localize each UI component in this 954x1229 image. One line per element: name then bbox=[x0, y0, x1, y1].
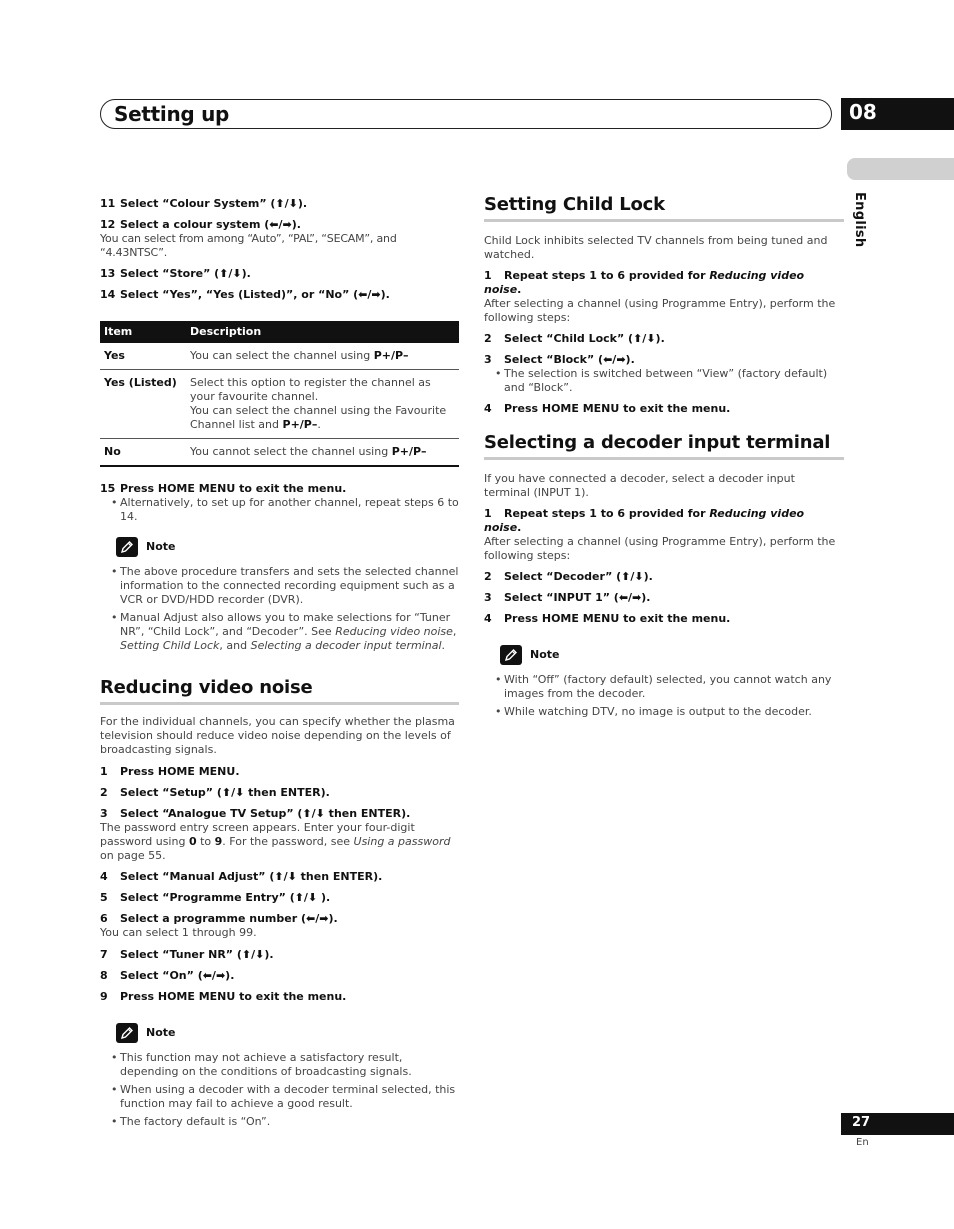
child-intro: Child Lock inhibits selected TV channels from being tuned and watched. bbox=[484, 234, 828, 261]
decoder-step-3: 3 Select “INPUT 1” (⬅/➡). bbox=[484, 591, 651, 604]
table-row bbox=[100, 370, 459, 439]
rvn-step-8: 8 Select “On” (⬅/➡). bbox=[100, 969, 235, 982]
table-cell-desc: You can select the channel using P+/P– bbox=[186, 343, 459, 370]
step-12-desc: You can select from among “Auto”, “PAL”, “SECAM”, and “4.43NTSC”. bbox=[100, 232, 397, 259]
note-label: Note bbox=[530, 648, 560, 661]
rvn-step-6: 6 Select a programme number (⬅/➡). bbox=[100, 912, 338, 925]
note-heading-1 bbox=[116, 537, 462, 557]
note-3-bullet-2: • While watching DTV, no image is output to the decoder. bbox=[493, 705, 844, 719]
step-11: 11 Select “Colour System” (⬆/⬇). bbox=[100, 197, 308, 210]
table-row bbox=[100, 343, 459, 370]
note-1-bullet-2: • Manual Adjust also allows you to make selections for “Tuner NR”, “Child Lock”, and “Decoder”. See Reducing video noise, Setting Child Lock, and Selecting a decoder input terminal. bbox=[109, 611, 462, 653]
rvn-step-3: 3 Select “Analogue TV Setup” (⬆/⬇ then ENTER). bbox=[100, 807, 411, 820]
note-2-bullet-2: • When using a decoder with a decoder terminal selected, this function may fail to achieve a good result. bbox=[109, 1083, 462, 1111]
table-cell-item: No bbox=[100, 439, 186, 467]
child-step-1-desc: After selecting a channel (using Programme Entry), perform the following steps: bbox=[484, 297, 836, 324]
table-cell-item: Yes bbox=[100, 343, 186, 370]
child-step-2: 2 Select “Child Lock” (⬆/⬇). bbox=[484, 332, 665, 345]
step-15: 15 Press HOME MENU to exit the menu. bbox=[100, 482, 347, 495]
child-step-3-bullet: • The selection is switched between “View” (factory default) and “Block”. bbox=[493, 367, 844, 395]
rvn-step-6-desc: You can select 1 through 99. bbox=[100, 926, 257, 939]
page-title: Setting up bbox=[114, 102, 230, 126]
table-header bbox=[100, 321, 459, 343]
rvn-intro: For the individual channels, you can specify whether the plasma television should reduce video noise depending on the levels of broadcasting signals. bbox=[100, 715, 455, 756]
decoder-intro: If you have connected a decoder, select a decoder input terminal (INPUT 1). bbox=[484, 472, 795, 499]
table-cell-desc: You cannot select the channel using P+/P– bbox=[186, 439, 459, 467]
rvn-step-9: 9 Press HOME MENU to exit the menu. bbox=[100, 990, 347, 1003]
decoder-step-4: 4 Press HOME MENU to exit the menu. bbox=[484, 612, 731, 625]
chapter-number: 08 bbox=[841, 98, 954, 130]
page-number: 27 bbox=[841, 1113, 954, 1135]
language-tab bbox=[847, 158, 954, 180]
step-13: 13 Select “Store” (⬆/⬇). bbox=[100, 267, 251, 280]
rvn-step-1: 1 Press HOME MENU. bbox=[100, 765, 240, 778]
table-row bbox=[100, 439, 459, 467]
note-1-bullet-1: • The above procedure transfers and sets the selected channel information to the connected recording equipment such as a VCR or DVD/HDD recorder (DVR). bbox=[109, 565, 462, 607]
rvn-step-3-desc: The password entry screen appears. Enter your four-digit password using 0 to 9. For the password, see Using a password on page 55. bbox=[100, 821, 451, 862]
language-label: English bbox=[852, 192, 867, 248]
child-step-3: 3 Select “Block” (⬅/➡). bbox=[484, 353, 635, 366]
note-2-body bbox=[109, 1051, 462, 1129]
note-2-bullet-3: • The factory default is “On”. bbox=[109, 1115, 462, 1129]
note-heading-3 bbox=[500, 645, 844, 665]
step-14: 14 Select “Yes”, “Yes (Listed)”, or “No” (⬅/➡). bbox=[100, 288, 390, 301]
child-step-4: 4 Press HOME MENU to exit the menu. bbox=[484, 402, 731, 415]
pencil-icon bbox=[116, 1023, 138, 1043]
rvn-step-5: 5 Select “Programme Entry” (⬆/⬇ ). bbox=[100, 891, 331, 904]
section-heading-reducing-video-noise: Reducing video noise bbox=[100, 677, 459, 705]
section-heading-decoder: Selecting a decoder input terminal bbox=[484, 432, 844, 460]
decoder-step-2: 2 Select “Decoder” (⬆/⬇). bbox=[484, 570, 653, 583]
table-cell-item: Yes (Listed) bbox=[100, 370, 186, 439]
decoder-step-1: 1 Repeat steps 1 to 6 provided for Reducing video noise. bbox=[484, 507, 805, 534]
table-cell-desc: Select this option to register the channel as your favourite channel. You can select the channel using the Favourite Channel list and P+/P–. bbox=[186, 370, 459, 439]
note-1-body bbox=[109, 565, 462, 653]
step-12: 12 Select a colour system (⬅/➡). bbox=[100, 218, 301, 231]
pencil-icon bbox=[500, 645, 522, 665]
left-column bbox=[100, 197, 462, 1129]
note-3-bullet-1: • With “Off” (factory default) selected, you cannot watch any images from the decoder. bbox=[493, 673, 844, 701]
note-3-body bbox=[493, 673, 844, 719]
table-header-description: Description bbox=[186, 321, 459, 343]
right-column bbox=[484, 194, 844, 719]
rvn-step-2: 2 Select “Setup” (⬆/⬇ then ENTER). bbox=[100, 786, 330, 799]
options-table bbox=[100, 321, 459, 467]
child-step-1: 1 Repeat steps 1 to 6 provided for Reducing video noise. bbox=[484, 269, 805, 296]
page-language: En bbox=[856, 1137, 869, 1148]
pencil-icon bbox=[116, 537, 138, 557]
note-2-bullet-1: • This function may not achieve a satisfactory result, depending on the conditions of broadcasting signals. bbox=[109, 1051, 462, 1079]
note-heading-2 bbox=[116, 1023, 462, 1043]
section-heading-child-lock: Setting Child Lock bbox=[484, 194, 844, 222]
decoder-step-1-desc: After selecting a channel (using Programme Entry), perform the following steps: bbox=[484, 535, 836, 562]
rvn-step-4: 4 Select “Manual Adjust” (⬆/⬇ then ENTER). bbox=[100, 870, 383, 883]
step-15-bullet: • Alternatively, to set up for another channel, repeat steps 6 to 14. bbox=[109, 496, 462, 524]
table-header-item: Item bbox=[100, 321, 186, 343]
note-label: Note bbox=[146, 540, 176, 553]
note-label: Note bbox=[146, 1026, 176, 1039]
rvn-step-7: 7 Select “Tuner NR” (⬆/⬇). bbox=[100, 948, 274, 961]
